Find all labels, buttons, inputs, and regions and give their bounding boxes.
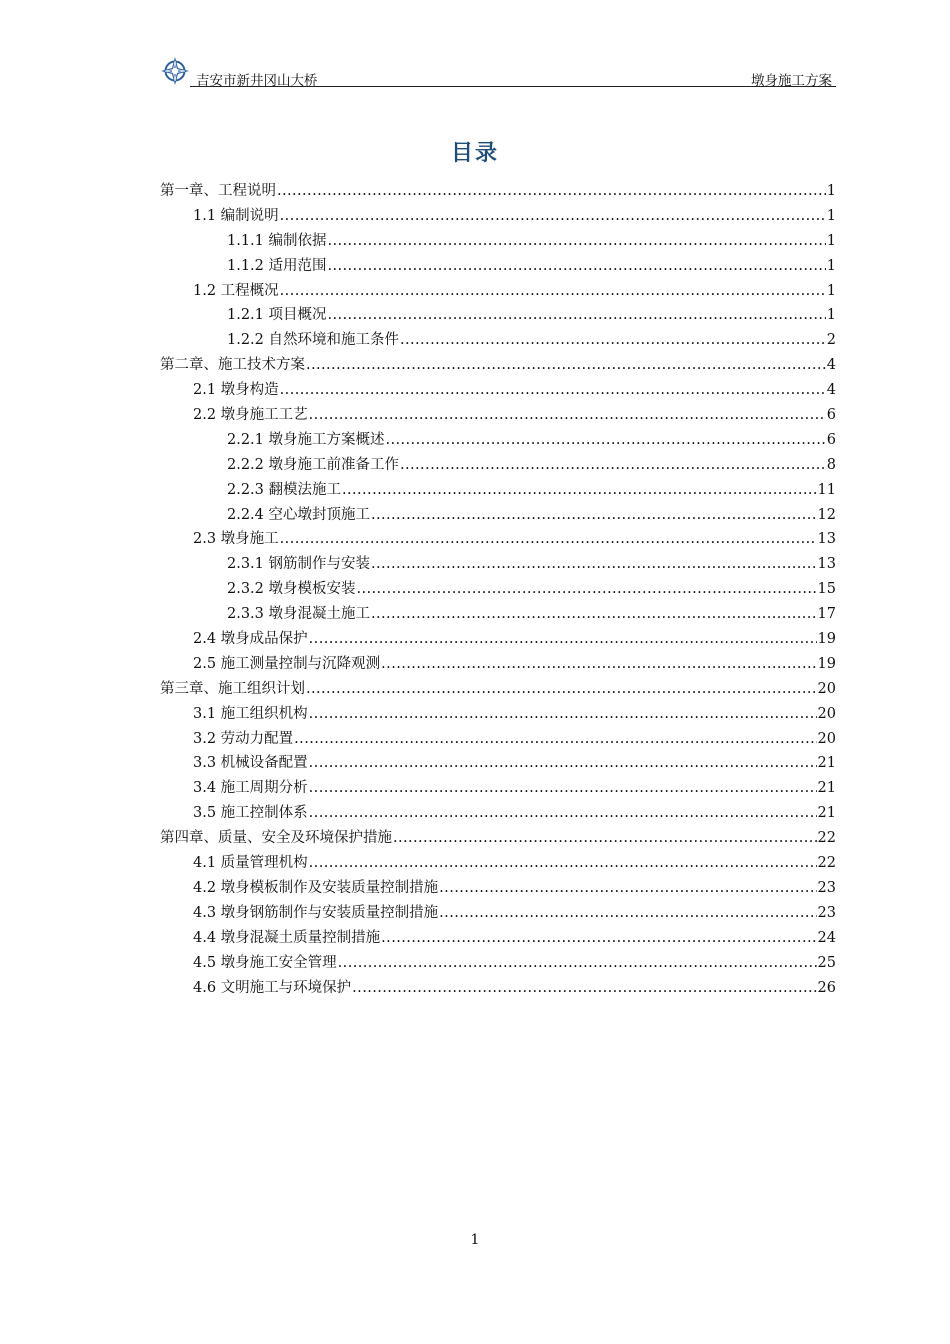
toc-entry-page: 19 xyxy=(817,631,836,648)
toc-entry[interactable] xyxy=(160,378,836,403)
toc-entry-page: 1 xyxy=(826,232,836,249)
toc-entry[interactable] xyxy=(160,876,836,901)
toc-dot-leader xyxy=(280,527,817,552)
toc-dot-leader xyxy=(381,652,816,677)
toc-entry-title: 1.1.1 编制依据 xyxy=(227,232,327,249)
toc-entry-page: 1 xyxy=(826,282,836,299)
toc-entry[interactable] xyxy=(160,403,836,428)
toc-dot-leader xyxy=(277,179,826,204)
toc-entry-page: 22 xyxy=(817,830,836,847)
page-number: 1 xyxy=(470,1232,480,1248)
toc-entry-page: 26 xyxy=(817,979,836,996)
toc-dot-leader xyxy=(309,801,817,826)
toc-entry-title: 2.3 墩身施工 xyxy=(193,531,279,548)
toc-entry-title: 3.3 机械设备配置 xyxy=(193,755,308,772)
toc-entry[interactable] xyxy=(160,428,836,453)
toc-dot-leader xyxy=(400,328,826,353)
toc-entry[interactable] xyxy=(160,229,836,254)
toc-entry-title: 1.2 工程概况 xyxy=(193,282,279,299)
toc-entry-title: 第三章、施工组织计划 xyxy=(160,680,305,697)
toc-dot-leader xyxy=(381,926,816,951)
toc-entry-title: 2.3.3 墩身混凝土施工 xyxy=(227,606,371,623)
toc-dot-leader xyxy=(280,378,826,403)
toc-entry-title: 2.5 施工测量控制与沉降观测 xyxy=(193,655,381,672)
toc-dot-leader xyxy=(309,776,817,801)
toc-entry-title: 2.3.1 钢筋制作与安装 xyxy=(227,556,371,573)
toc-entry-page: 8 xyxy=(826,456,836,473)
toc-entry[interactable] xyxy=(160,976,836,1001)
toc-dot-leader xyxy=(309,403,826,428)
header-divider xyxy=(190,86,836,87)
toc-entry-title: 3.4 施工周期分析 xyxy=(193,780,308,797)
toc-entry-page: 12 xyxy=(817,506,836,523)
toc-entry[interactable] xyxy=(160,503,836,528)
toc-entry-title: 2.2.4 空心墩封顶施工 xyxy=(227,506,371,523)
toc-entry[interactable] xyxy=(160,702,836,727)
toc-entry-page: 21 xyxy=(817,805,836,822)
toc-entry-title: 2.2.2 墩身施工前准备工作 xyxy=(227,456,400,473)
toc-entry[interactable] xyxy=(160,527,836,552)
toc-entry-title: 2.4 墩身成品保护 xyxy=(193,631,308,648)
toc-entry-page: 21 xyxy=(817,755,836,772)
toc-dot-leader xyxy=(352,976,816,1001)
toc-entry[interactable] xyxy=(160,577,836,602)
toc-entry-title: 4.5 墩身施工安全管理 xyxy=(193,954,337,971)
toc-entry[interactable] xyxy=(160,926,836,951)
toc-dot-leader xyxy=(309,627,817,652)
table-of-contents xyxy=(160,179,836,1000)
toc-dot-leader xyxy=(371,602,817,627)
toc-entry-title: 4.4 墩身混凝土质量控制措施 xyxy=(193,929,381,946)
toc-entry[interactable] xyxy=(160,652,836,677)
toc-entry[interactable] xyxy=(160,303,836,328)
toc-entry[interactable] xyxy=(160,204,836,229)
toc-entry-page: 4 xyxy=(826,382,836,399)
toc-dot-leader xyxy=(328,303,826,328)
toc-entry-page: 1 xyxy=(826,183,836,199)
toc-dot-leader xyxy=(393,826,817,851)
toc-entry[interactable] xyxy=(160,851,836,876)
toc-entry[interactable] xyxy=(160,901,836,926)
toc-dot-leader xyxy=(357,577,817,602)
toc-entry-title: 3.5 施工控制体系 xyxy=(193,805,308,822)
toc-entry-title: 4.1 质量管理机构 xyxy=(193,855,308,872)
toc-entry[interactable] xyxy=(160,627,836,652)
toc-dot-leader xyxy=(439,901,816,926)
toc-dot-leader xyxy=(338,951,817,976)
toc-dot-leader xyxy=(386,428,826,453)
toc-dot-leader xyxy=(306,353,826,378)
toc-entry-page: 25 xyxy=(817,954,836,971)
toc-entry[interactable] xyxy=(160,552,836,577)
toc-entry-page: 11 xyxy=(817,481,836,498)
toc-entry-title: 第二章、施工技术方案 xyxy=(160,357,305,374)
toc-entry-title: 4.3 墩身钢筋制作与安装质量控制措施 xyxy=(193,904,439,921)
toc-entry[interactable] xyxy=(160,951,836,976)
toc-dot-leader xyxy=(371,503,817,528)
toc-entry-page: 20 xyxy=(817,680,836,697)
toc-dot-leader xyxy=(328,229,826,254)
toc-entry[interactable] xyxy=(160,602,836,627)
toc-entry-page: 1 xyxy=(826,307,836,324)
toc-entry-title: 1.1 编制说明 xyxy=(193,207,279,224)
toc-dot-leader xyxy=(309,851,817,876)
toc-entry-title: 4.6 文明施工与环境保护 xyxy=(193,979,352,996)
toc-entry-page: 20 xyxy=(817,705,836,722)
toc-dot-leader xyxy=(328,254,826,279)
toc-entry-page: 6 xyxy=(826,407,836,424)
toc-dot-leader xyxy=(294,727,816,752)
toc-entry-title: 2.2.1 墩身施工方案概述 xyxy=(227,431,385,448)
toc-entry-title: 1.2.1 项目概况 xyxy=(227,307,327,324)
toc-entry[interactable] xyxy=(160,254,836,279)
toc-dot-leader xyxy=(309,751,817,776)
toc-entry[interactable] xyxy=(160,751,836,776)
toc-entry-page: 1 xyxy=(826,207,836,224)
toc-entry-page: 1 xyxy=(826,257,836,274)
toc-entry[interactable] xyxy=(160,279,836,304)
toc-dot-leader xyxy=(400,453,826,478)
toc-dot-leader xyxy=(371,552,817,577)
toc-entry[interactable] xyxy=(160,677,836,702)
toc-entry-title: 4.2 墩身模板制作及安装质量控制措施 xyxy=(193,879,439,896)
toc-dot-leader xyxy=(342,478,817,503)
toc-entry-title: 2.1 墩身构造 xyxy=(193,382,279,399)
toc-entry-title: 2.2 墩身施工工艺 xyxy=(193,407,308,424)
toc-dot-leader xyxy=(306,677,817,702)
toc-entry[interactable] xyxy=(160,801,836,826)
toc-entry-page: 13 xyxy=(817,531,836,548)
toc-title: 目录 xyxy=(450,140,499,166)
toc-entry[interactable] xyxy=(160,353,836,378)
toc-entry-page: 23 xyxy=(817,904,836,921)
header-project-name: 吉安市新井冈山大桥 xyxy=(196,73,318,89)
toc-entry-page: 17 xyxy=(817,606,836,623)
toc-dot-leader xyxy=(280,279,826,304)
toc-entry[interactable] xyxy=(160,776,836,801)
toc-entry-page: 15 xyxy=(817,581,836,598)
toc-entry[interactable] xyxy=(160,727,836,752)
toc-entry-title: 3.2 劳动力配置 xyxy=(193,730,294,747)
toc-dot-leader xyxy=(280,204,826,229)
company-logo-icon xyxy=(160,56,190,86)
toc-entry-page: 13 xyxy=(817,556,836,573)
toc-entry-title: 1.2.2 自然环境和施工条件 xyxy=(227,332,400,349)
toc-entry-page: 23 xyxy=(817,879,836,896)
toc-entry-page: 22 xyxy=(817,855,836,872)
toc-entry-title: 2.2.3 翻模法施工 xyxy=(227,481,342,498)
toc-dot-leader xyxy=(309,702,817,727)
header-document-name: 墩身施工方案 xyxy=(751,73,832,89)
toc-entry-page: 19 xyxy=(817,655,836,672)
toc-entry-page: 21 xyxy=(817,780,836,797)
toc-entry-page: 20 xyxy=(817,730,836,747)
toc-entry-page: 24 xyxy=(817,929,836,946)
toc-entry-page: 4 xyxy=(826,357,836,374)
toc-entry[interactable] xyxy=(160,328,836,353)
toc-entry-page: 2 xyxy=(826,332,836,349)
toc-entry-title: 1.1.2 适用范围 xyxy=(227,257,327,274)
toc-dot-leader xyxy=(439,876,816,901)
toc-entry[interactable] xyxy=(160,453,836,478)
toc-entry-title: 第四章、质量、安全及环境保护措施 xyxy=(160,830,392,847)
toc-entry-title: 3.1 施工组织机构 xyxy=(193,705,308,722)
page-header xyxy=(160,56,836,88)
toc-entry[interactable] xyxy=(160,179,836,204)
toc-entry-title: 2.3.2 墩身模板安装 xyxy=(227,581,356,598)
toc-entry-title: 第一章、工程说明 xyxy=(160,183,276,199)
toc-entry[interactable] xyxy=(160,826,836,851)
toc-entry-page: 6 xyxy=(826,431,836,448)
toc-entry[interactable] xyxy=(160,478,836,503)
